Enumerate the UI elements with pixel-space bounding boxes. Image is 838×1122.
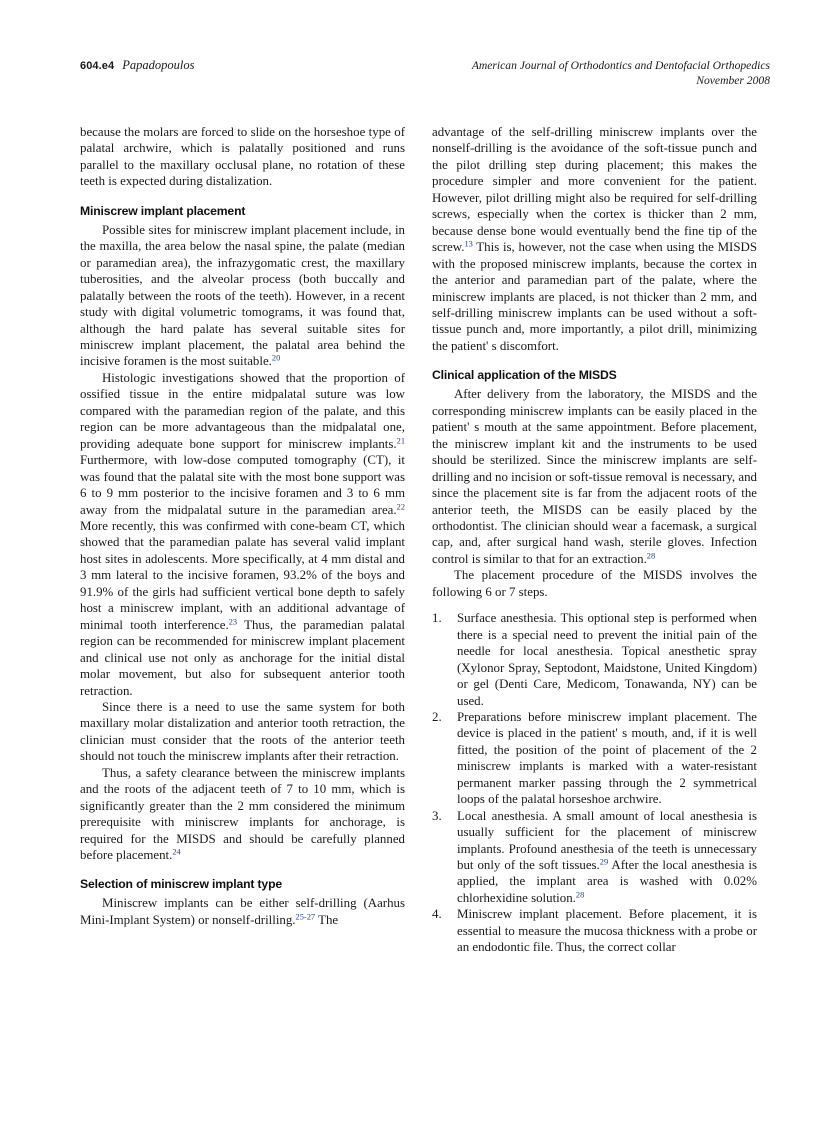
paragraph-after-delivery-text: After delivery from the laboratory, the MISDS and the corresponding miniscrew implants can be easily placed in the patient' s mouth at the same appointment. Before placement, the miniscrew implant kit and the instruments to be used should be sterilized. Since the miniscrew implants are self-drilling and no incision or soft-tissue removal is necessary, and since the placement site is far from the adjacent roots of the anterior teeth, the MISDS can be easily placed by the orthodontist. The clinician should wear a facemask, a surgical cap, and, after surgical hand wash, sterile gloves. Infection control is similar to that for an extraction. [432,387,757,566]
list-item-number: 3. [432,808,442,823]
paragraph-histologic [80,370,405,699]
citation-ref: 28 [646,551,656,561]
list-item-text: Preparations before miniscrew implant placement. The device is placed in the patient' s mouth, and, if it is well fitted, the position of the point of placement of the 2 miniscrew implants is marked with a water-resistant permanent marker passing through the 2 symmetrical loops of the palatal horseshoe archwire. [457,709,757,807]
page-folio: 604.e4 [80,60,115,72]
running-head-author: Papadopoulos [122,58,195,72]
citation-ref: 22 [396,502,405,512]
paragraph-selection [80,895,405,928]
citation-ref: 29 [599,857,609,867]
citation-ref: 28 [575,890,585,900]
list-item-number: 4. [432,907,442,922]
paragraph-possible-sites [80,222,405,370]
paragraph-advantage [432,124,757,354]
list-item-text: Miniscrew implant placement. Before placement, it is essential to measure the mucosa thickness with a probe or an endodontic file. Thus, the correct collar [457,907,757,955]
citation-ref: 23 [228,617,238,627]
paragraph-histologic-text-4: Thus, the paramedian palatal region can be recommended for miniscrew implant placement and clinical use not only as anchorage for the initial distal molar movement, but also for subsequent anterior tooth retraction. [80,617,405,698]
running-head-left [80,58,194,73]
running-head-right [472,58,770,88]
paragraph-safety-clearance [80,765,405,864]
list-item-number: 2. [432,709,442,724]
column-left [80,124,405,1049]
citation-ref: 21 [396,436,405,446]
paragraph-placement-procedure: The placement procedure of the MISDS involves the following 6 or 7 steps. [432,568,757,599]
paragraph-selection-text-1: Miniscrew implants can be either self-drilling (Aarhus Mini-Implant System) or nonself-drilling. [80,896,405,927]
heading-clinical-application-of-the-misds: Clinical application of the MISDS [432,368,617,383]
paragraph-advantage-text-2: This is, however, not the case when using the MISDS with the proposed miniscrew implants, because the cortex in the anterior and paramedian part of the palate, where the miniscrew implants are placed, is not thicker than 2 mm, and self-drilling miniscrew implants can be used without a soft-tissue punch and, more importantly, a pilot drill, minimizing the patient' s discomfort. [432,240,757,353]
paragraph-safety-clearance-text: Thus, a safety clearance between the miniscrew implants and the roots of the adjacent teeth of 7 to 10 mm, which is significantly greater than the 2 mm considered the minimum prerequisite with miniscrew implants for anchorage, is required for the MISDS and should be carefully planned before placement. [80,765,405,863]
paragraph-histologic-text-3: More recently, this was confirmed with cone-beam CT, which showed that the paramedian palate has several valid implant host sites in adolescents. More specifically, at 4 mm distal and 3 mm lateral to the incisive foramen, 93.2% of the boys and 91.9% of the girls had sufficient vertical bone depth to safely host a miniscrew implant, with an additional advantage of minimal tooth interference. [80,518,405,632]
citation-ref: 25-27 [295,912,316,922]
paragraph-advantage-text-1: advantage of the self-drilling miniscrew implants over the nonself-drilling is the avoidance of the soft-tissue punch and the pilot drilling step during placement; this makes the procedure simpler and more convenient for the patient. However, pilot drilling might also be required for self-drilling screws, especially when the cortex is thicker than 2 mm, because dense bone would eventually bend the fine tip of the screw. [432,125,757,255]
list-item-number: 1. [432,611,442,626]
issue-date: November 2008 [696,74,770,87]
paragraph-selection-text-2: The [315,912,339,927]
list-item [432,808,757,907]
body-columns [80,124,770,1049]
column-right [432,124,757,1049]
paragraph-possible-sites-text: Possible sites for miniscrew implant placement include, in the maxilla, the area below the nasal spine, the palate (median or paramedian area), the infrazygomatic crest, the maxillary tuberosities, and the alveolar process (both buccally and palatally between the roots of the teeth). However, in a recent study with digital volumetric tomograms, it was found that, although the hard palate has several suitable sites for miniscrew implant placement, the palatal area behind the incisive foramen is the most suitable. [80,222,405,369]
paragraph-histologic-text-2: Furthermore, with low-dose computed tomography (CT), it was found that the palatal site with the most bone support was 6 to 9 mm posterior to the incisive foramen and 3 to 6 mm away from the midpalatal suture in the paramedian area. [80,453,405,517]
placement-steps-list [432,610,757,956]
list-item [432,610,757,709]
citation-ref: 13 [464,239,473,249]
paragraph-continued: because the molars are forced to slide on the horseshoe type of palatal archwire, which is palatally positioned and runs parallel to the maxillary occlusal plane, no rotation of these teeth is expected during distalization. [80,125,405,189]
list-item-text: Local anesthesia. A small amount of local anesthesia is usually sufficient for the placement of miniscrew implants. Profound anesthesia of the teeth is unnecessary but only of the soft tissues. [457,808,757,873]
paragraph-since-same-system: Since there is a need to use the same system for both maxillary molar distalization and anterior tooth retraction, the clinician must consider that the roots of the anterior teeth should not touch the miniscrew implants after their retraction. [80,699,405,764]
list-item-text-continued: After the local anesthesia is applied, the implant area is washed with 0.02% chlorhexidine solution. [457,858,757,905]
running-head [80,58,770,98]
citation-ref: 20 [271,354,281,364]
paragraph-after-delivery [432,386,757,567]
list-item [432,906,757,955]
paragraph-histologic-text-1: Histologic investigations showed that the proportion of ossified tissue in the entire midpalatal suture was low compared with the paramedian region of the palate, and this region can be more advantageous than the midpalatal one, providing adequate bone support for miniscrew implants. [80,370,405,451]
list-item-text: Surface anesthesia. This optional step is performed when there is a special need to prevent the initial pain of the needle for local anesthesia. Topical anesthetic spray (Xylonor Spray, Septodont, Maidstone, United Kingdom) or gel (Denti Care, Medicom, Tonawanda, NY) can be used. [457,611,757,708]
list-item [432,709,757,808]
heading-miniscrew-implant-placement: Miniscrew implant placement [80,203,246,218]
citation-ref: 24 [172,847,181,857]
heading-selection-of-miniscrew-implant-type: Selection of miniscrew implant type [80,877,282,892]
journal-title: American Journal of Orthodontics and Dentofacial Orthopedics [471,59,770,72]
